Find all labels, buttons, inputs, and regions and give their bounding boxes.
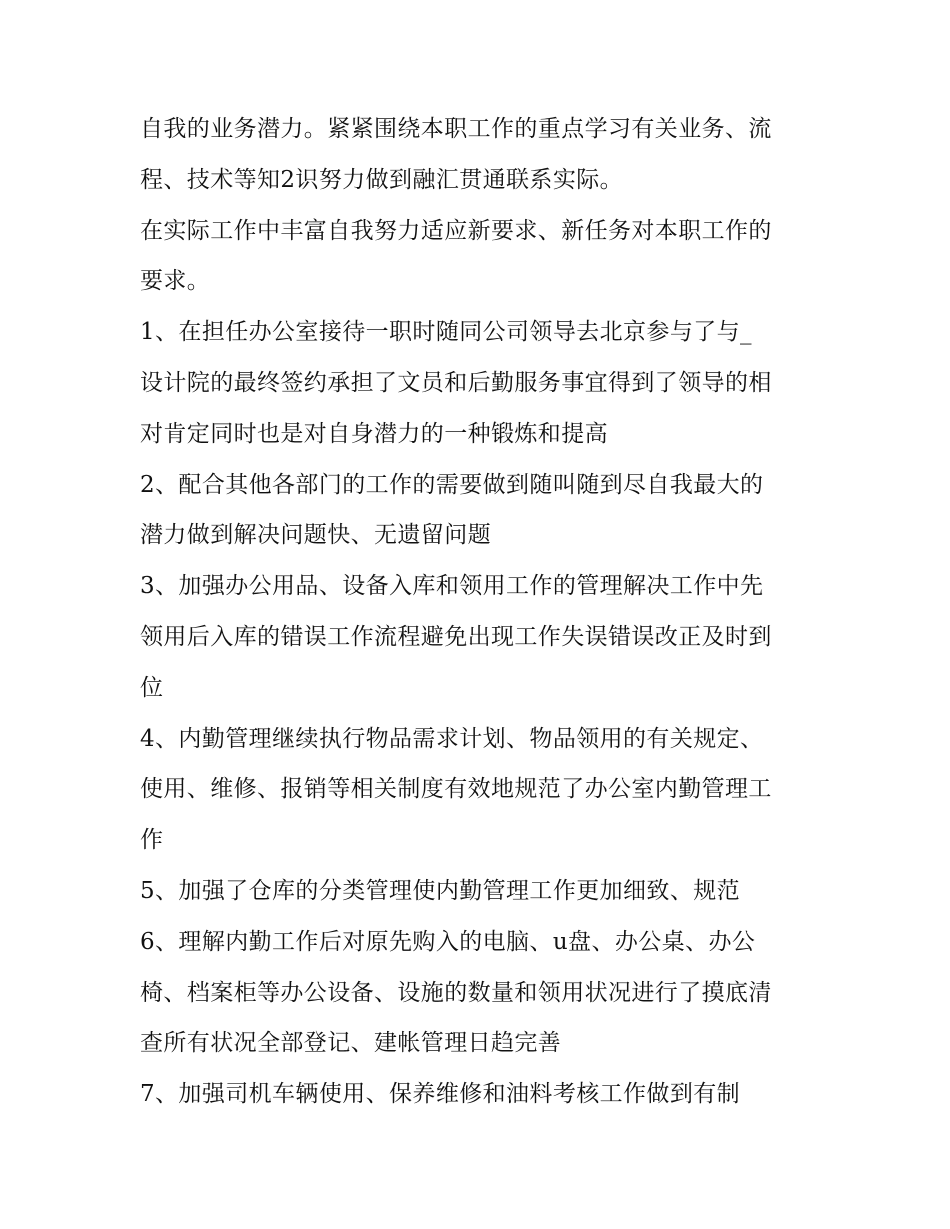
list-item-3-line: 3、加强办公用品、设备入库和领用工作的管理解决工作中先 [140,573,764,600]
text-line: 对肯定同时也是对自身潜力的一种锻炼和提高 [140,420,608,447]
list-item-1-line: 1、在担任办公室接待一职时随同公司领导去北京参与了与_ [140,319,752,346]
text-line: 在实际工作中丰富自我努力适应新要求、新任务对本职工作的 [140,217,772,244]
text-line: 潜力做到解决问题快、无遗留问题 [140,522,491,549]
document-body [140,104,830,1120]
text-line: 要求。 [140,268,211,295]
text-line: 作 [140,827,164,854]
text-line: 椅、档案柜等办公设备、设施的数量和领用状况进行了摸底清 [140,979,772,1006]
text-line: 查所有状况全部登记、建帐管理日趋完善 [140,1030,562,1057]
list-item-6-line: 6、理解内勤工作后对原先购入的电脑、u盘、办公桌、办公 [140,928,756,955]
text-line: 设计院的最终签约承担了文员和后勤服务事宜得到了领导的相 [140,369,772,396]
list-item-5-line: 5、加强了仓库的分类管理使内勤管理工作更加细致、规范 [140,877,741,904]
list-item-4-line: 4、内勤管理继续执行物品需求计划、物品领用的有关规定、 [140,725,764,752]
text-line: 位 [140,674,164,701]
text-line: 自我的业务潜力。紧紧围绕本职工作的重点学习有关业务、流 [140,116,772,142]
list-item-7-line: 7、加强司机车辆使用、保养维修和油料考核工作做到有制 [140,1081,741,1108]
list-item-2-line: 2、配合其他各部门的工作的需要做到随叫随到尽自我最大的 [140,471,764,498]
text-line: 使用、维修、报销等相关制度有效地规范了办公室内勤管理工 [140,776,772,803]
text-line: 领用后入库的错误工作流程避免出现工作失误错误改正及时到 [140,623,772,650]
text-line: 程、技术等知2识努力做到融汇贯通联系实际。 [140,166,624,193]
